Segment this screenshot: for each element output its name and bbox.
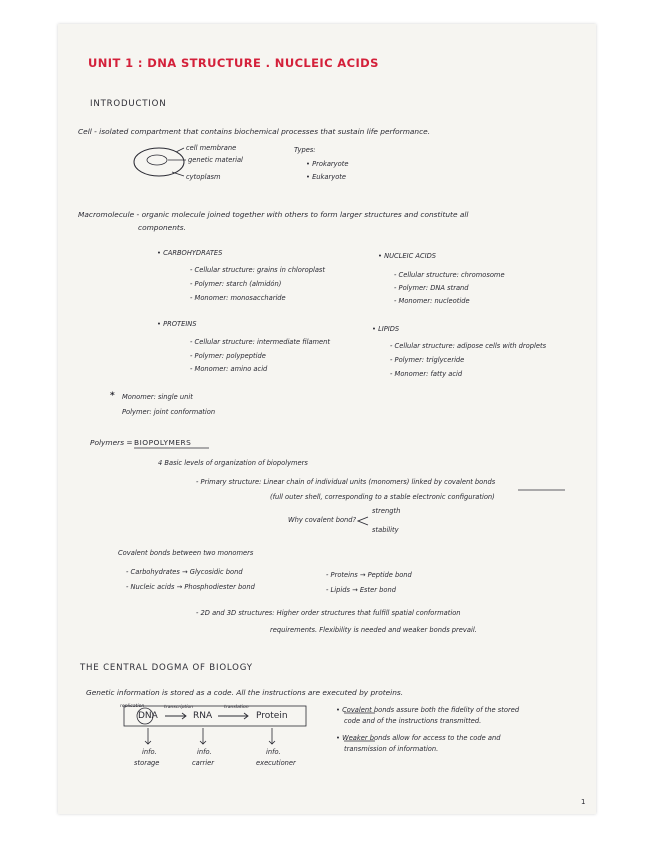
carbohydrates-item: - Cellular structure: grains in chloroplast	[190, 266, 326, 274]
label-replication: replication	[120, 704, 145, 709]
nucleic-acids-item: - Polymer: DNA strand	[394, 284, 469, 292]
cell-part-membrane: cell membrane	[186, 144, 237, 152]
reason-stability: stability	[372, 526, 399, 534]
molecule-rna: RNA	[193, 711, 213, 721]
macromolecule-definition-2: components.	[138, 223, 187, 232]
group-proteins: • PROTEINS	[157, 320, 197, 328]
proteins-item: - Cellular structure: intermediate filament	[190, 338, 331, 346]
role-dna-line1: info.	[142, 748, 157, 756]
bond-proteins: - Proteins → Peptide bond	[326, 571, 412, 579]
types-label: Types:	[294, 146, 316, 154]
role-protein-line2: executioner	[256, 759, 296, 767]
dogma-bullet-1b: code and of the instructions transmitted.	[344, 717, 482, 725]
higher-order-2: requirements. Flexibility is needed and weaker bonds prevail.	[270, 626, 477, 634]
carbohydrates-item: - Monomer: monosaccharide	[190, 294, 286, 302]
group-carbohydrates: • CARBOHYDRATES	[157, 249, 223, 257]
lipids-item: - Polymer: triglyceride	[390, 356, 465, 364]
polymers-lead: Polymers =	[90, 438, 133, 447]
dogma-bullet-1a: • Covalent bonds assure both the fidelity of the stored	[336, 706, 520, 714]
proteins-item: - Monomer: amino acid	[190, 365, 268, 373]
group-lipids: • LIPIDS	[372, 325, 400, 333]
group-nucleic-acids: • NUCLEIC ACIDS	[378, 252, 436, 260]
label-translation: translation	[224, 705, 249, 710]
page-title: UNIT 1 : DNA STRUCTURE . NUCLEIC ACIDS	[88, 56, 379, 70]
primary-structure-1: - Primary structure: Linear chain of individual units (monomers) linked by covalent bonds	[196, 478, 496, 486]
molecule-protein: Protein	[256, 711, 288, 721]
role-rna-line1: info.	[197, 748, 212, 756]
role-protein-line1: info.	[266, 748, 281, 756]
why-covalent: Why covalent bond?	[288, 516, 357, 524]
type-prokaryote: • Prokaryote	[306, 160, 349, 168]
role-rna-line2: carrier	[192, 759, 214, 767]
primary-structure-2: (full outer shell, corresponding to a stable electronic configuration)	[270, 493, 495, 501]
star-icon: *	[110, 391, 115, 401]
note-monomer: Monomer: single unit	[122, 393, 193, 401]
section-heading-introduction: INTRODUCTION	[90, 99, 167, 109]
note-polymer: Polymer: joint conformation	[122, 408, 216, 416]
carbohydrates-item: - Polymer: starch (almidón)	[190, 280, 282, 288]
proteins-item: - Polymer: polypeptide	[190, 352, 266, 360]
bond-carbohydrates: - Carbohydrates → Glycosidic bond	[126, 568, 243, 576]
bond-lipids: - Lipids → Ester bond	[326, 586, 396, 594]
type-eukaryote: • Eukaryote	[306, 173, 347, 181]
nucleic-acids-item: - Cellular structure: chromosome	[394, 271, 505, 279]
page-number: 1	[581, 798, 586, 806]
macromolecule-definition-1: Macromolecule - organic molecule joined together with others to form larger structures and constitute all	[78, 210, 469, 219]
nucleic-acids-item: - Monomer: nucleotide	[394, 297, 470, 305]
cell-part-cytoplasm: cytoplasm	[186, 173, 221, 181]
molecule-dna: DNA	[138, 711, 158, 721]
lipids-item: - Monomer: fatty acid	[390, 370, 463, 378]
cell-definition: Cell - isolated compartment that contains biochemical processes that sustain life performance.	[78, 127, 431, 136]
cell-nucleus-icon	[147, 155, 167, 165]
central-dogma-intro: Genetic information is stored as a code. All the instructions are executed by proteins.	[86, 688, 404, 697]
dogma-bullet-2b: transmission of information.	[344, 745, 439, 753]
cell-outline-icon	[134, 148, 184, 176]
cell-part-genetic-material: genetic material	[188, 156, 243, 164]
higher-order-1: - 2D and 3D structures: Higher order structures that fulfill spatial conformation	[196, 609, 461, 617]
label-transcription: transcription	[164, 705, 194, 710]
role-dna-line2: storage	[134, 759, 160, 767]
bond-nucleic-acids: - Nucleic acids → Phosphodiester bond	[126, 583, 255, 591]
section-heading-central-dogma: THE CENTRAL DOGMA OF BIOLOGY	[80, 663, 253, 673]
biopolymers-title: BIOPOLYMERS	[134, 438, 192, 447]
basic-levels: 4 Basic levels of organization of biopolymers	[158, 459, 308, 467]
reason-strength: strength	[372, 507, 401, 515]
covalent-bonds-heading: Covalent bonds between two monomers	[118, 549, 254, 557]
lipids-item: - Cellular structure: adipose cells with droplets	[390, 342, 547, 350]
dogma-bullet-2a: • Weaker bonds allow for access to the code and	[336, 734, 501, 742]
